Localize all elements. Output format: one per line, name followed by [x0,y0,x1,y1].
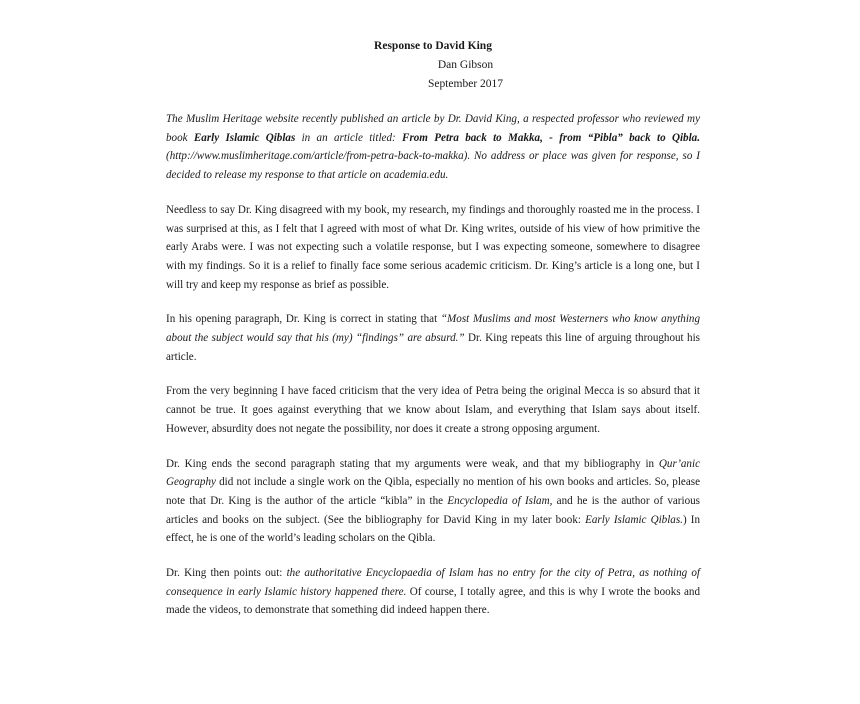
body-paragraph-1: Needless to say Dr. King disagreed with my book, my research, my findings and thoroughly roasted me in the process. I was surprised at this, as I felt that I agreed with most of what Dr. King writes, outside of his view of how primitive the early Arabs were. I was not expecting such a volatile response, but I was expecting someone, somewhere to disagree with my findings. So it is a relief to finally face some serious academic criticism. Dr. King’s article is a long one, but I will try and keep my response as brief as possible. [166,203,700,291]
document-date: September 2017 [427,78,504,90]
paragraph-text: Of course, I totally agree, and this is why I wrote the books and made the videos, to demonstrate that something did indeed happen there. [166,585,700,617]
quote-text: “Most Muslims and most Westerners who know anything about the subject would say that his (my) “findings” are absurd.” [166,313,700,345]
body-paragraph-3: From the very beginning I have faced criticism that the very idea of Petra being the original Mecca is so absurd that it cannot be true. It goes against everything that we know about Islam, and everything that Islam says about itself. However, absurdity does not negate the possibility, nor does it create a strong opposing argument. [166,385,700,435]
intro-book-title: Early Islamic Qiblas [193,131,296,144]
book-title: Qur’anic Geography [166,457,700,489]
intro-text: The Muslim Heritage website recently published an article by Dr. David King, a respected professor who reviewed my book [166,113,700,144]
reference-title: Encyclopedia of Islam, [447,494,553,507]
body-paragraph-5 [166,564,700,620]
body-paragraph-2 [166,310,700,366]
paragraph-text: did not include a single work on the Qibla, especially no mention of his own books and articles. So, please note that Dr. King is the author of the article “kibla” in the [166,476,700,507]
paragraph-text: Dr. King then points out: [166,567,287,580]
document-author: Dan Gibson [437,59,494,71]
document-title: Response to David King [374,40,492,52]
quote-text: the authoritative Encyclopaedia of Islam has no entry for the city of Petra, as nothing of consequence in early Islamic history happened there. [166,567,700,598]
document-header [166,0,700,94]
paragraph-text: and he is the author of various articles and books on the subject. (See the bibliography for David King in my later book: [166,494,700,526]
book-title: Early Islamic Qiblas. [585,513,683,526]
paragraph-text: In his opening paragraph, Dr. King is correct in stating that [166,313,441,326]
intro-text: in an article titled: [295,131,403,144]
intro-text: (http://www.muslimheritage.com/article/from-petra-back-to-makka). No address or place was given for response, so I decided to release my response to that article on academia.edu. [166,150,700,182]
paragraph-text: Dr. King repeats this line of arguing throughout his article. [166,332,700,363]
intro-paragraph [166,110,700,185]
paragraph-text: Dr. King ends the second paragraph stating that my arguments were weak, and that my bibliography in [166,457,659,470]
paragraph-text: ) In effect, he is one of the world’s leading scholars on the Qibla. [166,513,700,545]
body-paragraph-4 [166,455,700,549]
intro-article-title: From Petra back to Makka, - from “Pibla” back to Qibla. [402,131,701,144]
